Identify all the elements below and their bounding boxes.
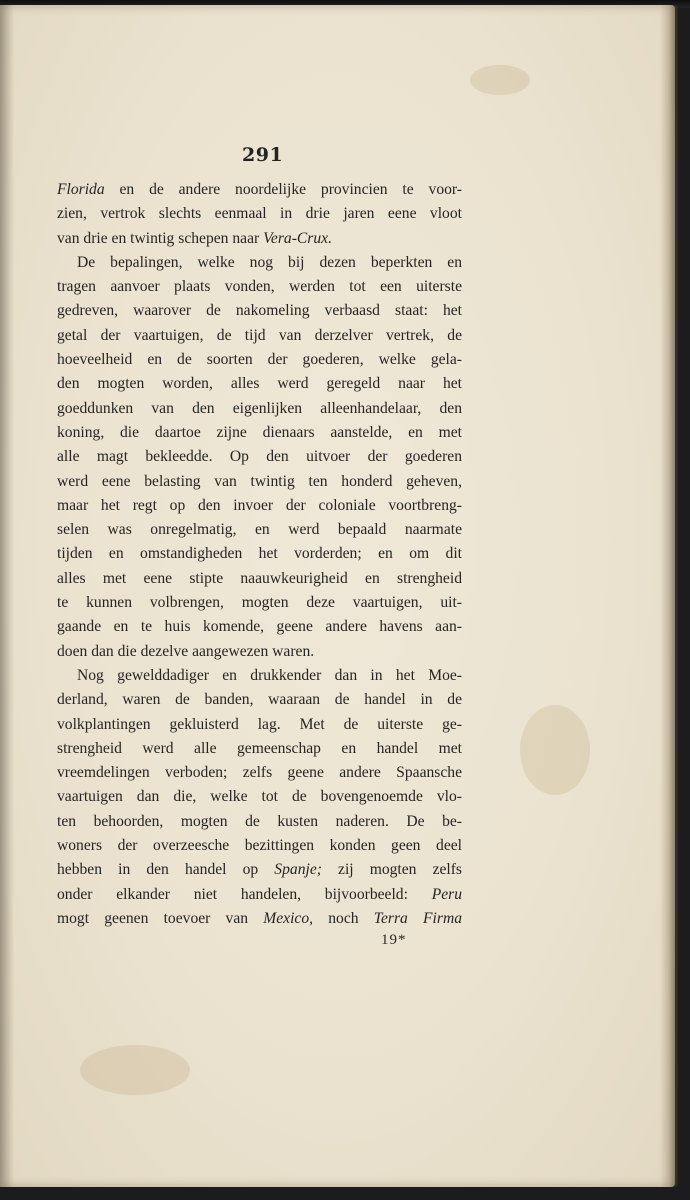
text-segment: zij mogten zelfs <box>321 861 462 879</box>
text-segment: tragen aanvoer plaats vonden, werden tot een uiterste <box>57 278 462 296</box>
text-segment: hebben in den handel op <box>57 861 275 879</box>
text-segment: volkplantingen gekluisterd lag. Met de uiterste ge- <box>57 715 462 733</box>
gutter-shadow <box>0 5 14 1187</box>
text-line <box>57 251 462 275</box>
text-segment: ten behoorden, mogten de kusten naderen. De be- <box>57 812 462 830</box>
text-segment: gedreven, waarover de nakomeling verbaasd staat: het <box>57 302 462 320</box>
text-segment: zien, vertrok slechts eenmaal in drie jaren eene vloot <box>57 205 462 223</box>
page-number: 291 <box>242 144 284 166</box>
text-segment: hoeveelheid en de soorten der goederen, welke gela- <box>57 351 462 369</box>
italic-text: Vera-Crux. <box>263 229 332 247</box>
text-line <box>57 178 462 202</box>
text-segment: derland, waren de banden, waaraan de handel in de <box>57 691 462 709</box>
text-segment: De bepalingen, welke nog bij dezen beperkten en <box>77 253 462 271</box>
text-line <box>57 372 462 396</box>
text-segment: den mogten worden, alles werd geregeld naar het <box>57 375 462 393</box>
text-line <box>57 470 462 494</box>
paper-stain <box>80 1045 190 1095</box>
text-segment: alle magt bekleedde. Op den uitvoer der goederen <box>57 448 462 466</box>
text-segment: woners der overzeesche bezittingen konden geen deel <box>57 837 462 855</box>
text-line <box>57 397 462 421</box>
text-segment: vreemdelingen verboden; zelfs geene andere Spaansche <box>57 764 462 782</box>
text-line <box>57 688 462 712</box>
italic-text: Florida <box>57 181 105 198</box>
paper-stain <box>520 705 590 795</box>
body-text <box>57 178 462 931</box>
text-line <box>57 324 462 348</box>
text-line <box>57 567 462 591</box>
text-line <box>57 591 462 615</box>
text-segment: getal der vaartuigen, de tijd van derzelver vertrek, de <box>57 326 462 344</box>
text-line <box>57 299 462 323</box>
text-line <box>57 640 462 664</box>
text-line <box>57 785 462 809</box>
text-line <box>57 348 462 372</box>
text-line <box>57 858 462 882</box>
italic-text: Spanje; <box>274 861 322 879</box>
text-line <box>57 202 462 226</box>
text-line <box>57 761 462 785</box>
italic-text: Peru <box>431 885 462 903</box>
text-segment: tijden en omstandigheden het vorderden; en om dit <box>57 545 462 563</box>
text-line <box>57 227 462 251</box>
text-line <box>57 907 462 931</box>
text-segment: doen dan die dezelve aangewezen waren. <box>57 642 315 660</box>
text-line <box>57 713 462 737</box>
text-line <box>57 421 462 445</box>
text-line <box>57 542 462 566</box>
text-line <box>57 664 462 688</box>
text-segment: maar het regt op den invoer der coloniale voortbreng- <box>57 496 462 514</box>
text-segment: Nog gewelddadiger en drukkender dan in het Moe- <box>77 666 462 684</box>
text-line <box>57 883 462 907</box>
paper-stain <box>470 65 530 95</box>
text-line <box>57 810 462 834</box>
text-segment: werd eene belasting van twintig ten honderd geheven, <box>57 472 462 490</box>
text-line <box>57 737 462 761</box>
text-segment: vaartuigen dan die, welke tot de bovengenoemde vlo- <box>57 788 462 806</box>
text-segment: goeddunken van den eigenlijken alleenhandelaar, den <box>57 399 462 417</box>
text-segment: selen was onregelmatig, en werd bepaald naarmate <box>57 521 462 539</box>
text-line <box>57 615 462 639</box>
text-segment: mogt geenen toevoer van <box>57 909 264 927</box>
text-line <box>57 518 462 542</box>
text-line <box>57 275 462 299</box>
text-segment: onder elkander niet handelen, bijvoorbeeld: <box>57 885 432 903</box>
page-fore-edge <box>660 5 678 1187</box>
text-segment: te kunnen volbrengen, mogten deze vaartuigen, uit- <box>57 594 462 612</box>
text-segment: koning, die daartoe zijne dienaars aanstelde, en met <box>57 423 462 441</box>
text-segment: alles met eene stipte naauwkeurigheid en strengheid <box>57 569 462 587</box>
italic-text: Terra Firma <box>373 909 462 927</box>
italic-text: Mexico, <box>263 909 314 927</box>
text-line <box>57 494 462 518</box>
text-segment: gaande en te huis komende, geene andere havens aan- <box>57 618 462 636</box>
text-segment: noch <box>313 909 374 927</box>
text-line <box>57 445 462 469</box>
signature-mark: 19* <box>381 932 407 948</box>
text-line <box>57 834 462 858</box>
text-segment: van drie en twintig schepen naar <box>57 229 264 247</box>
text-segment: strengheid werd alle gemeenschap en handel met <box>57 739 462 757</box>
text-segment: en de andere noordelijke provincien te voor- <box>104 181 462 198</box>
